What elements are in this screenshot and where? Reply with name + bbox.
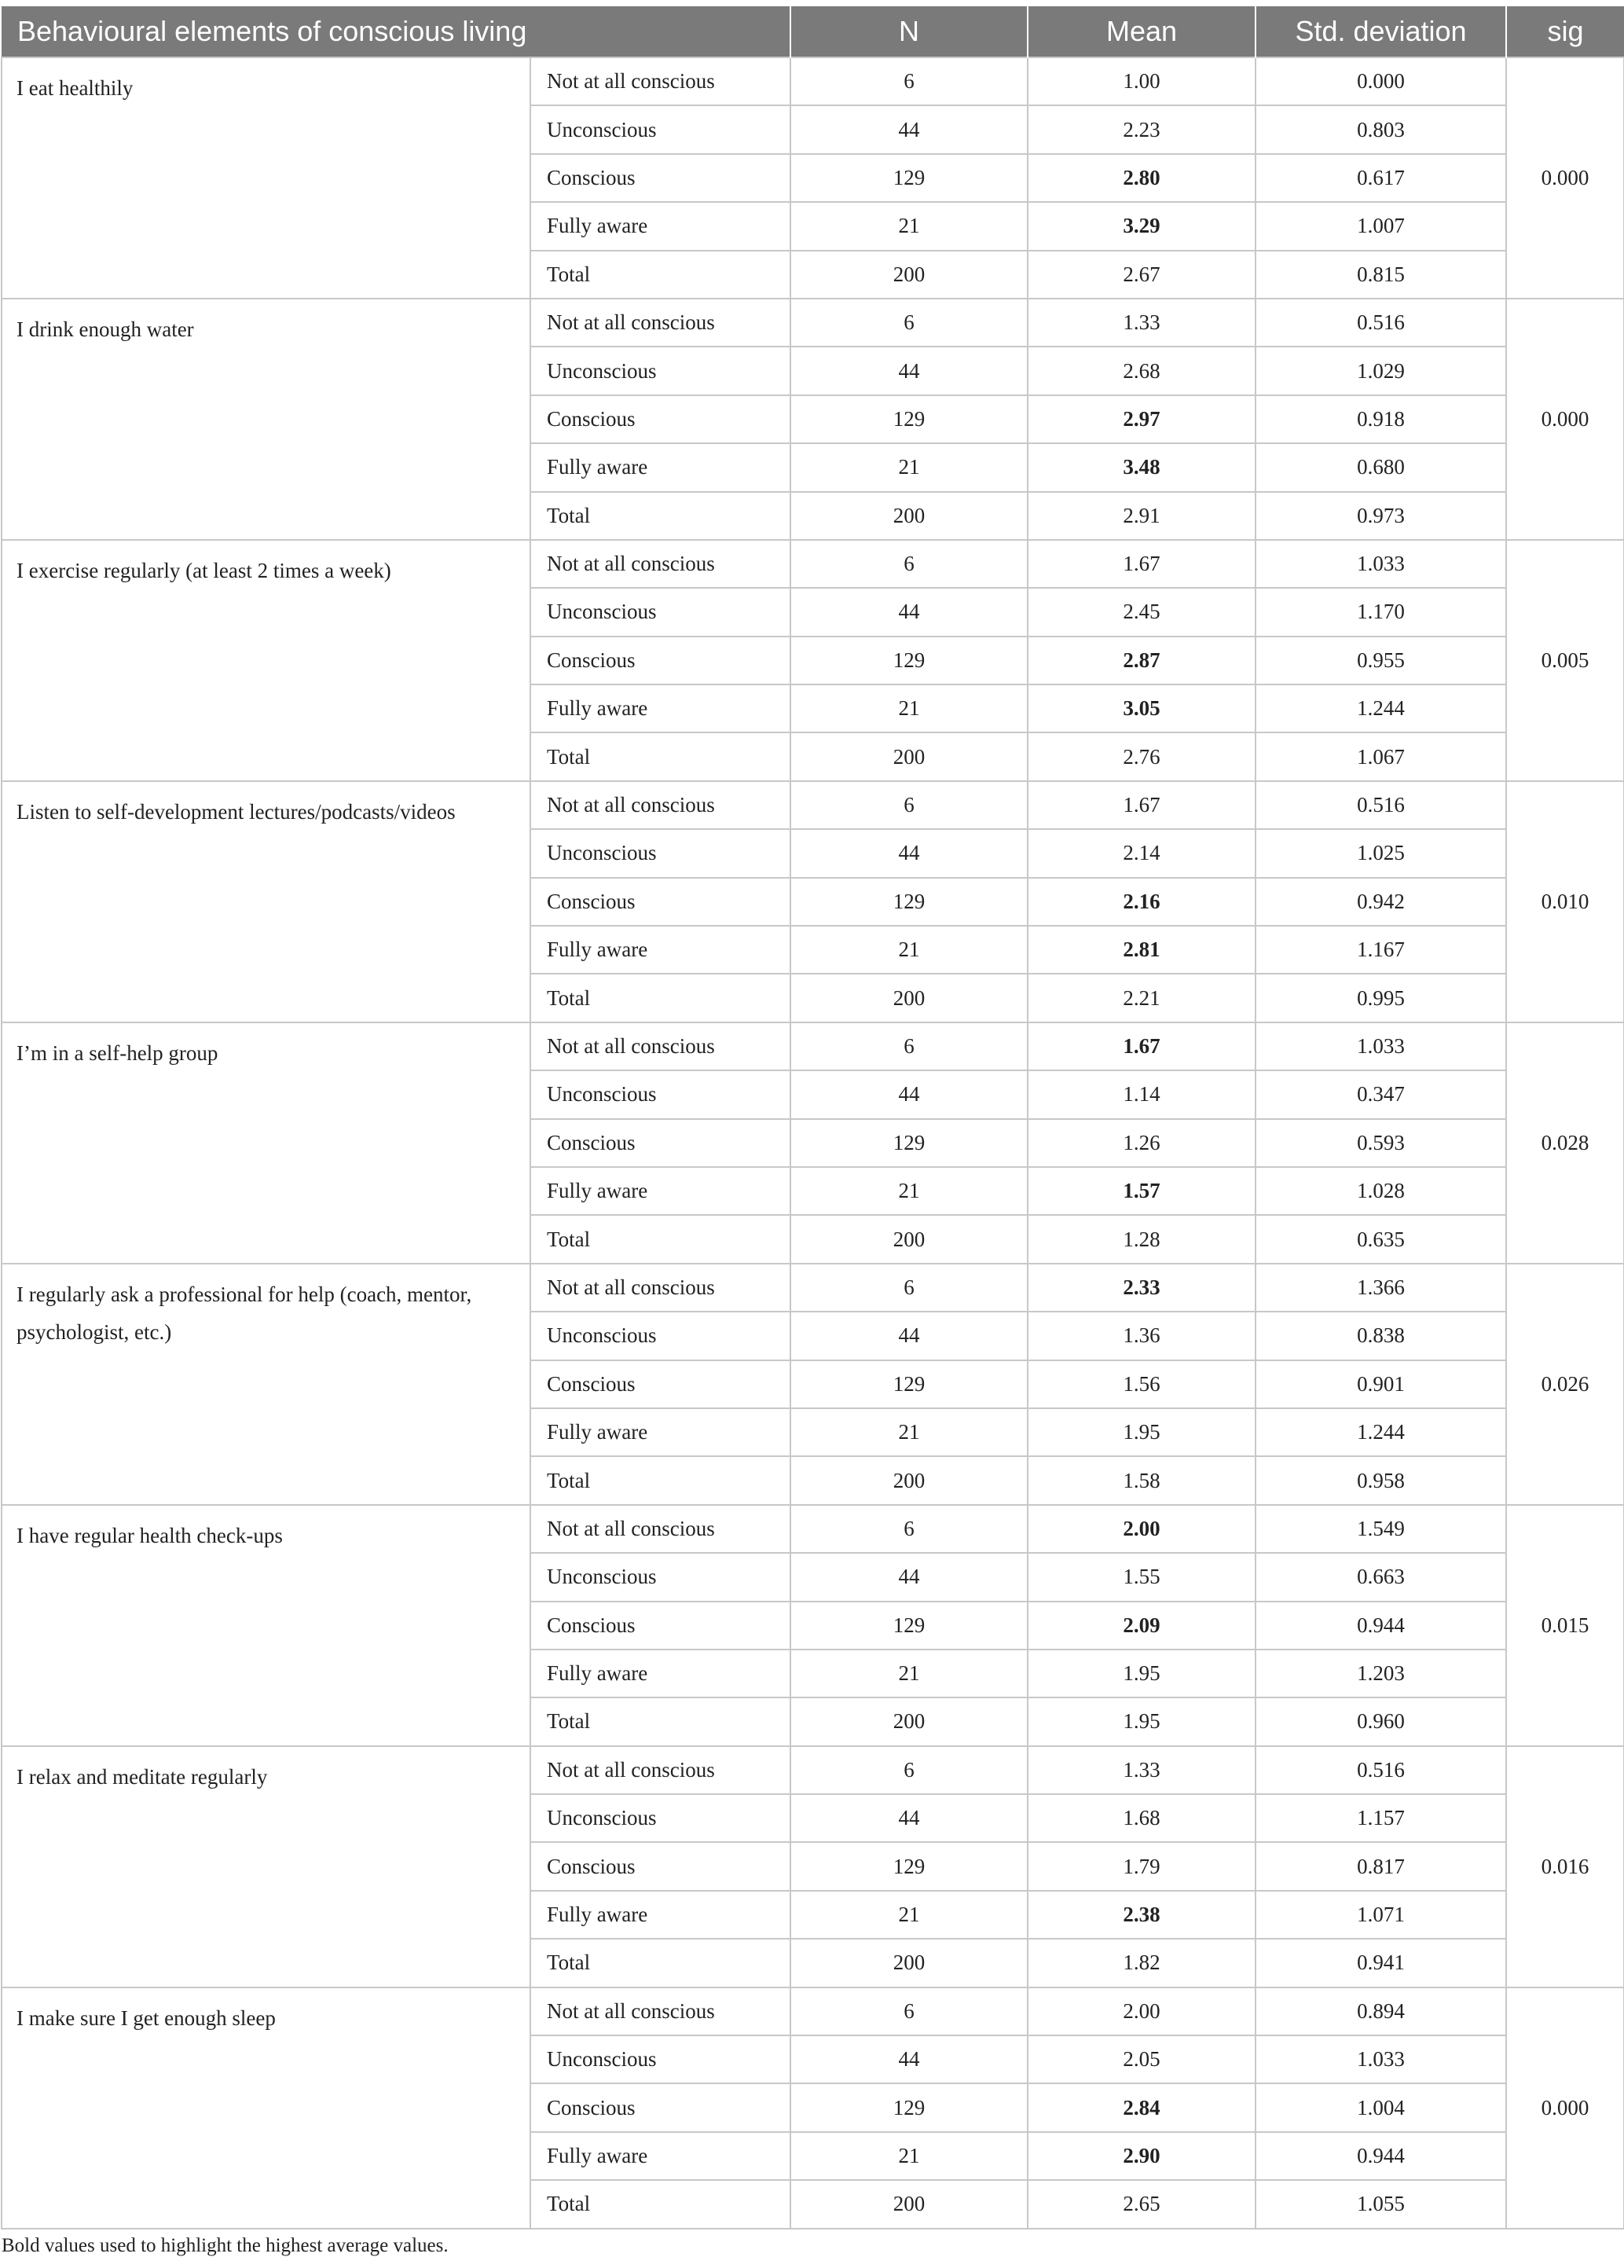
std-deviation-value: 0.941	[1256, 1939, 1506, 1987]
mean-value: 2.87	[1028, 637, 1256, 684]
std-deviation-value: 1.244	[1256, 684, 1506, 732]
group-label: Not at all conscious	[530, 57, 790, 105]
n-value: 44	[790, 105, 1028, 153]
std-deviation-value: 0.516	[1256, 299, 1506, 347]
group-label: Total	[530, 974, 790, 1022]
mean-value: 1.95	[1028, 1408, 1256, 1456]
std-deviation-value: 0.680	[1256, 443, 1506, 491]
mean-value: 1.26	[1028, 1119, 1256, 1167]
group-label: Not at all conscious	[530, 1505, 790, 1553]
group-label: Unconscious	[530, 105, 790, 153]
mean-value: 2.38	[1028, 1891, 1256, 1939]
n-value: 129	[790, 1602, 1028, 1650]
table-row	[2, 1264, 1624, 1312]
n-value: 200	[790, 1697, 1028, 1745]
table-footnote: Bold values used to highlight the highest average values.	[2, 2235, 449, 2256]
behaviour-label: I make sure I get enough sleep	[2, 1987, 530, 2229]
behaviour-label: I’m in a self-help group	[2, 1022, 530, 1264]
std-deviation-value: 0.635	[1256, 1215, 1506, 1263]
group-label: Unconscious	[530, 1070, 790, 1118]
std-deviation-value: 1.028	[1256, 1167, 1506, 1215]
n-value: 6	[790, 1987, 1028, 2035]
table-row	[2, 540, 1624, 588]
mean-value: 3.29	[1028, 202, 1256, 250]
mean-value: 2.67	[1028, 251, 1256, 299]
n-value: 21	[790, 202, 1028, 250]
std-deviation-value: 0.817	[1256, 1842, 1506, 1890]
mean-value: 2.00	[1028, 1505, 1256, 1553]
header-mean: Mean	[1028, 6, 1256, 57]
std-deviation-value: 1.071	[1256, 1891, 1506, 1939]
mean-value: 1.36	[1028, 1312, 1256, 1360]
group-label: Unconscious	[530, 2035, 790, 2083]
mean-value: 2.23	[1028, 105, 1256, 153]
n-value: 129	[790, 1119, 1028, 1167]
n-value: 129	[790, 637, 1028, 684]
group-label: Total	[530, 1215, 790, 1263]
table-row	[2, 57, 1624, 105]
std-deviation-value: 1.167	[1256, 926, 1506, 974]
results-table	[1, 6, 1624, 2229]
std-deviation-value: 0.593	[1256, 1119, 1506, 1167]
group-label: Not at all conscious	[530, 1746, 790, 1794]
mean-value: 1.95	[1028, 1650, 1256, 1697]
group-label: Fully aware	[530, 684, 790, 732]
n-value: 21	[790, 926, 1028, 974]
group-label: Total	[530, 1456, 790, 1504]
mean-value: 2.09	[1028, 1602, 1256, 1650]
group-label: Conscious	[530, 395, 790, 443]
mean-value: 1.14	[1028, 1070, 1256, 1118]
n-value: 129	[790, 1360, 1028, 1408]
mean-value: 2.68	[1028, 347, 1256, 395]
mean-value: 1.95	[1028, 1697, 1256, 1745]
group-label: Not at all conscious	[530, 540, 790, 588]
n-value: 6	[790, 540, 1028, 588]
mean-value: 2.21	[1028, 974, 1256, 1022]
mean-value: 2.90	[1028, 2132, 1256, 2180]
group-label: Not at all conscious	[530, 1022, 790, 1070]
group-label: Conscious	[530, 1360, 790, 1408]
group-label: Total	[530, 251, 790, 299]
group-label: Unconscious	[530, 1553, 790, 1601]
header-n: N	[790, 6, 1028, 57]
mean-value: 3.48	[1028, 443, 1256, 491]
group-label: Not at all conscious	[530, 1987, 790, 2035]
n-value: 21	[790, 1891, 1028, 1939]
std-deviation-value: 0.663	[1256, 1553, 1506, 1601]
behaviour-label: I regularly ask a professional for help (coach, mentor, psychologist, etc.)	[2, 1264, 530, 1505]
n-value: 129	[790, 154, 1028, 202]
mean-value: 1.67	[1028, 1022, 1256, 1070]
std-deviation-value: 1.033	[1256, 1022, 1506, 1070]
n-value: 6	[790, 1505, 1028, 1553]
std-deviation-value: 1.366	[1256, 1264, 1506, 1312]
std-deviation-value: 0.516	[1256, 1746, 1506, 1794]
table-container	[0, 6, 1624, 2229]
n-value: 200	[790, 1939, 1028, 1987]
n-value: 21	[790, 1167, 1028, 1215]
n-value: 129	[790, 1842, 1028, 1890]
std-deviation-value: 0.815	[1256, 251, 1506, 299]
group-label: Conscious	[530, 878, 790, 926]
n-value: 200	[790, 2180, 1028, 2228]
group-label: Fully aware	[530, 443, 790, 491]
n-value: 44	[790, 1553, 1028, 1601]
header-sig: sig	[1506, 6, 1624, 57]
n-value: 6	[790, 57, 1028, 105]
std-deviation-value: 0.944	[1256, 1602, 1506, 1650]
n-value: 6	[790, 1746, 1028, 1794]
n-value: 21	[790, 2132, 1028, 2180]
std-deviation-value: 0.617	[1256, 154, 1506, 202]
sig-value: 0.015	[1506, 1505, 1624, 1746]
group-label: Fully aware	[530, 926, 790, 974]
mean-value: 2.33	[1028, 1264, 1256, 1312]
group-label: Not at all conscious	[530, 781, 790, 829]
mean-value: 2.65	[1028, 2180, 1256, 2228]
group-label: Unconscious	[530, 829, 790, 877]
sig-value: 0.000	[1506, 1987, 1624, 2229]
group-label: Unconscious	[530, 1794, 790, 1842]
mean-value: 1.33	[1028, 1746, 1256, 1794]
mean-value: 1.56	[1028, 1360, 1256, 1408]
group-label: Total	[530, 492, 790, 540]
behaviour-label: I exercise regularly (at least 2 times a week)	[2, 540, 530, 781]
std-deviation-value: 0.516	[1256, 781, 1506, 829]
std-deviation-value: 1.033	[1256, 540, 1506, 588]
std-deviation-value: 1.067	[1256, 732, 1506, 780]
group-label: Not at all conscious	[530, 299, 790, 347]
std-deviation-value: 1.157	[1256, 1794, 1506, 1842]
sig-value: 0.028	[1506, 1022, 1624, 1264]
group-label: Not at all conscious	[530, 1264, 790, 1312]
sig-value: 0.026	[1506, 1264, 1624, 1505]
std-deviation-value: 1.170	[1256, 588, 1506, 636]
std-deviation-value: 0.995	[1256, 974, 1506, 1022]
n-value: 200	[790, 1456, 1028, 1504]
n-value: 129	[790, 878, 1028, 926]
n-value: 21	[790, 443, 1028, 491]
mean-value: 1.00	[1028, 57, 1256, 105]
behaviour-label: I have regular health check-ups	[2, 1505, 530, 1746]
table-row	[2, 1022, 1624, 1070]
group-label: Total	[530, 2180, 790, 2228]
std-deviation-value: 1.033	[1256, 2035, 1506, 2083]
std-deviation-value: 0.958	[1256, 1456, 1506, 1504]
mean-value: 1.82	[1028, 1939, 1256, 1987]
std-deviation-value: 0.973	[1256, 492, 1506, 540]
n-value: 129	[790, 2083, 1028, 2131]
sig-value: 0.000	[1506, 57, 1624, 299]
n-value: 129	[790, 395, 1028, 443]
n-value: 44	[790, 1312, 1028, 1360]
mean-value: 2.91	[1028, 492, 1256, 540]
n-value: 21	[790, 1408, 1028, 1456]
mean-value: 1.55	[1028, 1553, 1256, 1601]
mean-value: 2.97	[1028, 395, 1256, 443]
group-label: Unconscious	[530, 588, 790, 636]
n-value: 44	[790, 347, 1028, 395]
std-deviation-value: 1.029	[1256, 347, 1506, 395]
group-label: Fully aware	[530, 202, 790, 250]
std-deviation-value: 1.004	[1256, 2083, 1506, 2131]
sig-value: 0.005	[1506, 540, 1624, 781]
table-row	[2, 1505, 1624, 1553]
n-value: 200	[790, 492, 1028, 540]
mean-value: 2.76	[1028, 732, 1256, 780]
mean-value: 1.67	[1028, 540, 1256, 588]
n-value: 6	[790, 299, 1028, 347]
group-label: Conscious	[530, 1119, 790, 1167]
group-label: Fully aware	[530, 1891, 790, 1939]
header-std-deviation: Std. deviation	[1256, 6, 1506, 57]
group-label: Fully aware	[530, 1650, 790, 1697]
std-deviation-value: 1.203	[1256, 1650, 1506, 1697]
mean-value: 2.16	[1028, 878, 1256, 926]
table-row	[2, 781, 1624, 829]
mean-value: 2.45	[1028, 588, 1256, 636]
mean-value: 1.79	[1028, 1842, 1256, 1890]
std-deviation-value: 1.007	[1256, 202, 1506, 250]
n-value: 200	[790, 251, 1028, 299]
std-deviation-value: 0.838	[1256, 1312, 1506, 1360]
table-body	[2, 57, 1624, 2229]
mean-value: 1.57	[1028, 1167, 1256, 1215]
mean-value: 3.05	[1028, 684, 1256, 732]
std-deviation-value: 0.944	[1256, 2132, 1506, 2180]
group-label: Unconscious	[530, 1312, 790, 1360]
group-label: Unconscious	[530, 347, 790, 395]
header-behaviour: Behavioural elements of conscious living	[2, 6, 790, 57]
std-deviation-value: 1.549	[1256, 1505, 1506, 1553]
group-label: Fully aware	[530, 1408, 790, 1456]
std-deviation-value: 0.803	[1256, 105, 1506, 153]
behaviour-label: I relax and meditate regularly	[2, 1746, 530, 1987]
n-value: 200	[790, 1215, 1028, 1263]
behaviour-label: Listen to self-development lectures/podcasts/videos	[2, 781, 530, 1022]
std-deviation-value: 1.055	[1256, 2180, 1506, 2228]
mean-value: 1.58	[1028, 1456, 1256, 1504]
group-label: Conscious	[530, 154, 790, 202]
mean-value: 2.14	[1028, 829, 1256, 877]
table-row	[2, 1746, 1624, 1794]
n-value: 21	[790, 1650, 1028, 1697]
table-header	[2, 6, 1624, 57]
mean-value: 2.00	[1028, 1987, 1256, 2035]
n-value: 6	[790, 1022, 1028, 1070]
mean-value: 1.33	[1028, 299, 1256, 347]
group-label: Conscious	[530, 1602, 790, 1650]
n-value: 6	[790, 781, 1028, 829]
n-value: 6	[790, 1264, 1028, 1312]
mean-value: 1.67	[1028, 781, 1256, 829]
group-label: Conscious	[530, 1842, 790, 1890]
mean-value: 2.05	[1028, 2035, 1256, 2083]
behaviour-label: I eat healthily	[2, 57, 530, 299]
n-value: 44	[790, 1070, 1028, 1118]
std-deviation-value: 0.894	[1256, 1987, 1506, 2035]
std-deviation-value: 0.955	[1256, 637, 1506, 684]
n-value: 200	[790, 974, 1028, 1022]
group-label: Fully aware	[530, 1167, 790, 1215]
std-deviation-value: 1.244	[1256, 1408, 1506, 1456]
std-deviation-value: 0.918	[1256, 395, 1506, 443]
group-label: Total	[530, 1939, 790, 1987]
n-value: 44	[790, 588, 1028, 636]
n-value: 21	[790, 684, 1028, 732]
table-row	[2, 1987, 1624, 2035]
group-label: Conscious	[530, 637, 790, 684]
sig-value: 0.010	[1506, 781, 1624, 1022]
group-label: Fully aware	[530, 2132, 790, 2180]
std-deviation-value: 1.025	[1256, 829, 1506, 877]
sig-value: 0.016	[1506, 1746, 1624, 1987]
std-deviation-value: 0.347	[1256, 1070, 1506, 1118]
mean-value: 1.68	[1028, 1794, 1256, 1842]
n-value: 44	[790, 1794, 1028, 1842]
table-row	[2, 299, 1624, 347]
mean-value: 2.80	[1028, 154, 1256, 202]
std-deviation-value: 0.901	[1256, 1360, 1506, 1408]
group-label: Total	[530, 1697, 790, 1745]
behaviour-label: I drink enough water	[2, 299, 530, 540]
std-deviation-value: 0.960	[1256, 1697, 1506, 1745]
mean-value: 2.84	[1028, 2083, 1256, 2131]
mean-value: 2.81	[1028, 926, 1256, 974]
std-deviation-value: 0.000	[1256, 57, 1506, 105]
group-label: Total	[530, 732, 790, 780]
header-row	[2, 6, 1624, 57]
std-deviation-value: 0.942	[1256, 878, 1506, 926]
n-value: 44	[790, 2035, 1028, 2083]
n-value: 44	[790, 829, 1028, 877]
mean-value: 1.28	[1028, 1215, 1256, 1263]
sig-value: 0.000	[1506, 299, 1624, 540]
n-value: 200	[790, 732, 1028, 780]
group-label: Conscious	[530, 2083, 790, 2131]
